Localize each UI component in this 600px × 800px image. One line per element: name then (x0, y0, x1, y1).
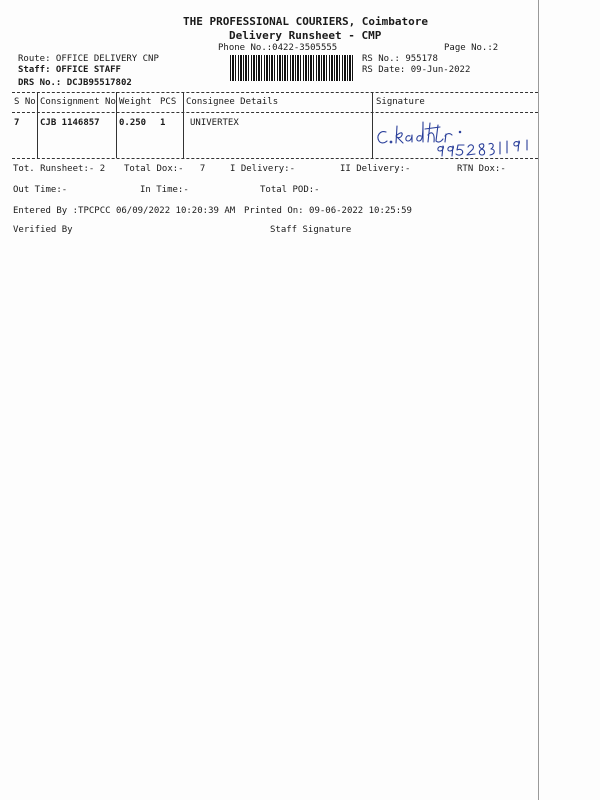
company-name: THE PROFESSIONAL COURIERS, Coimbatore (183, 15, 429, 28)
rtn-dox: RTN Dox:- (457, 164, 506, 174)
header-consignment: Consignment No (40, 97, 116, 107)
drs-number: DRS No.: DCJB95517802 (18, 78, 132, 88)
sheet-title: Delivery Runsheet - CMP (229, 29, 382, 42)
barcode (230, 55, 354, 81)
header-consignee: Consignee Details (186, 97, 279, 107)
header-pcs: PCS (160, 97, 177, 107)
row-sno: 7 (14, 118, 20, 128)
table-top-line (12, 92, 538, 93)
page-number: Page No.:2 (444, 43, 499, 53)
i-delivery: I Delivery:- (230, 164, 296, 174)
header-weight: Weight (119, 97, 152, 107)
total-dox: Total Dox:- 7 (124, 164, 206, 174)
in-time: In Time:- (140, 185, 189, 195)
phone-number: Phone No.:0422-3505555 (218, 43, 338, 53)
rs-date: RS Date: 09-Jun-2022 (362, 65, 471, 75)
total-pod: Total POD:- (260, 185, 320, 195)
col-divider (183, 92, 184, 158)
printed-on: Printed On: 09-06-2022 10:25:59 (244, 206, 412, 216)
ii-delivery: II Delivery:- (340, 164, 411, 174)
tot-runsheet: Tot. Runsheet:- 2 (13, 164, 106, 174)
out-time: Out Time:- (13, 185, 68, 195)
table-header-line (12, 112, 538, 113)
header-sno: S No (14, 97, 36, 107)
handwritten-signature (372, 120, 562, 162)
row-pcs: 1 (160, 118, 166, 128)
rs-number: RS No.: 955178 (362, 54, 438, 64)
row-consignee: UNIVERTEX (190, 118, 239, 128)
col-divider (37, 92, 38, 158)
entered-by: Entered By :TPCPCC 06/09/2022 10:20:39 AM (13, 206, 236, 216)
staff: Staff: OFFICE STAFF (18, 65, 121, 75)
row-weight: 0.250 (119, 118, 147, 128)
header-signature: Signature (376, 97, 425, 107)
verified-by: Verified By (13, 225, 73, 235)
row-consignment: CJB 1146857 (40, 118, 100, 128)
col-divider (116, 92, 117, 158)
staff-signature: Staff Signature (270, 225, 352, 235)
route: Route: OFFICE DELIVERY CNP (18, 54, 159, 64)
